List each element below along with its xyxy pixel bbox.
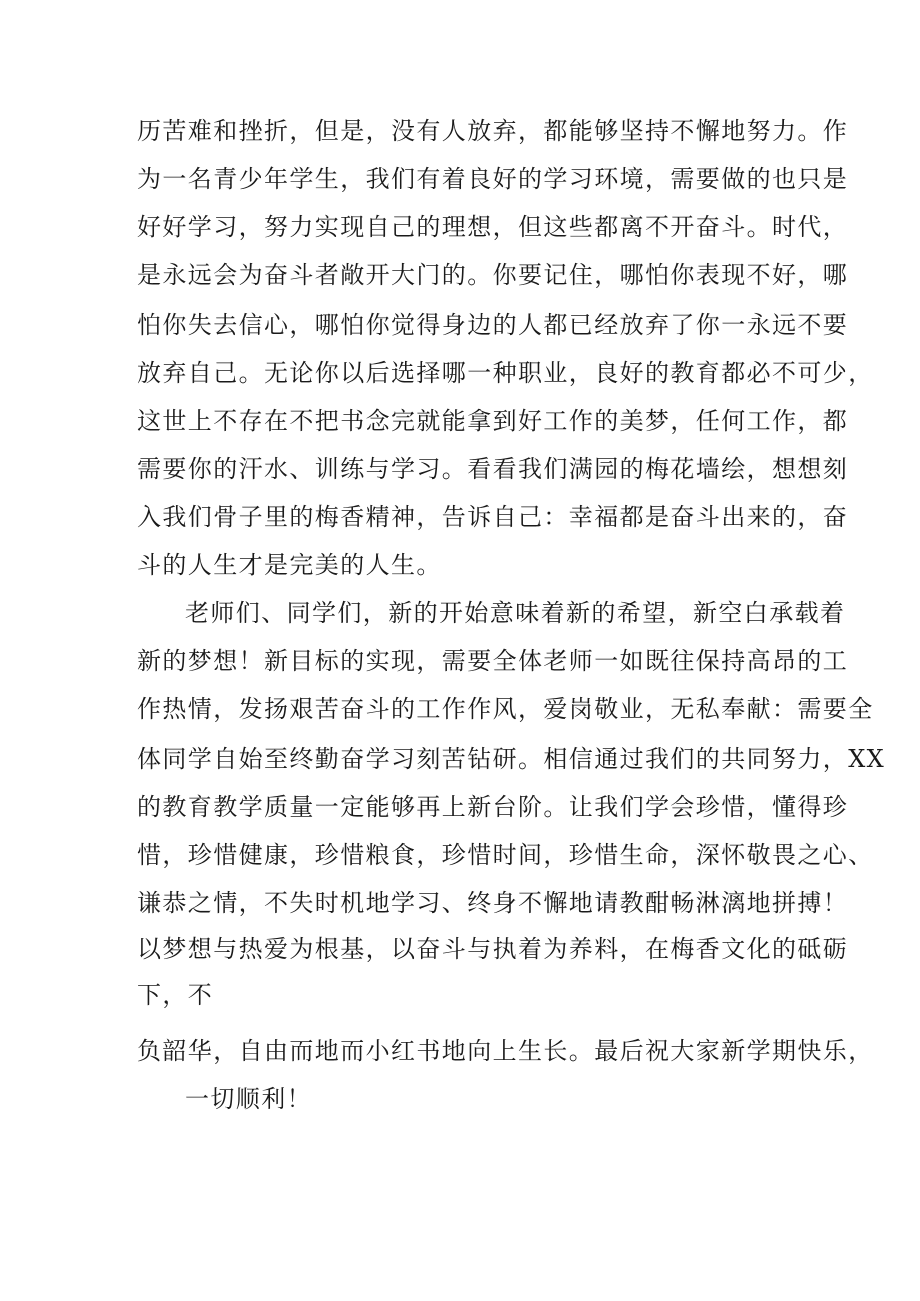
text-line: 入我们骨子里的梅香精神，告诉自己：幸福都是奋斗出来的，奋 bbox=[137, 503, 849, 531]
text-line: 这世上不存在不把书念完就能拿到好工作的美梦，任何工作，都 bbox=[137, 407, 849, 435]
text-line: 是永远会为奋斗者敞开大门的。你要记住，哪怕你表现不好，哪 bbox=[137, 261, 849, 289]
text-line: 惜，珍惜健康，珍惜粮食，珍惜时间，珍惜生命，深怀敬畏之心、 bbox=[137, 841, 874, 869]
text-line: 好好学习，努力实现自己的理想，但这些都离不开奋斗。时代， bbox=[137, 213, 849, 241]
text-line: 斗的人生才是完美的人生。 bbox=[137, 551, 442, 579]
text-line: 作热情，发扬艰苦奋斗的工作作风，爱岗敬业，无私奉献：需要全 bbox=[137, 695, 874, 723]
text-line: 负韶华，自由而地而小红书地向上生长。最后祝大家新学期快乐， bbox=[137, 1037, 874, 1065]
text-line: 怕你失去信心，哪怕你觉得身边的人都已经放弃了你一永远不要 bbox=[137, 311, 849, 339]
paragraph-first-line: 老师们、同学们，新的开始意味着新的希望，新空白承载着 bbox=[185, 599, 846, 627]
text-line: 以梦想与热爱为根基，以奋斗与执着为养料，在梅香文化的砥砺 bbox=[137, 935, 849, 963]
text-line: 新的梦想！新目标的实现，需要全体老师一如既往保持高昂的工 bbox=[137, 647, 849, 675]
text-line: 历苦难和挫折，但是，没有人放弃，都能够坚持不懈地努力。作 bbox=[137, 117, 849, 145]
text-line: 放弃自己。无论你以后选择哪一种职业，良好的教育都必不可少， bbox=[137, 359, 874, 387]
closing-line: 一切顺利！ bbox=[185, 1085, 312, 1113]
text-line: 需要你的汗水、训练与学习。看看我们满园的梅花墙绘，想想刻 bbox=[137, 455, 849, 483]
text-line: 谦恭之情，不失时机地学习、终身不懈地请教酣畅淋漓地拼搏！ bbox=[137, 889, 849, 917]
text-line: 的教育教学质量一定能够再上新台阶。让我们学会珍惜，懂得珍 bbox=[137, 793, 849, 821]
text-line: 下，不 bbox=[137, 981, 214, 1009]
text-line: 为一名青少年学生，我们有着良好的学习环境，需要做的也只是 bbox=[137, 165, 849, 193]
text-line: 体同学自始至终勤奋学习刻苦钻研。相信通过我们的共同努力，XX bbox=[137, 745, 886, 773]
